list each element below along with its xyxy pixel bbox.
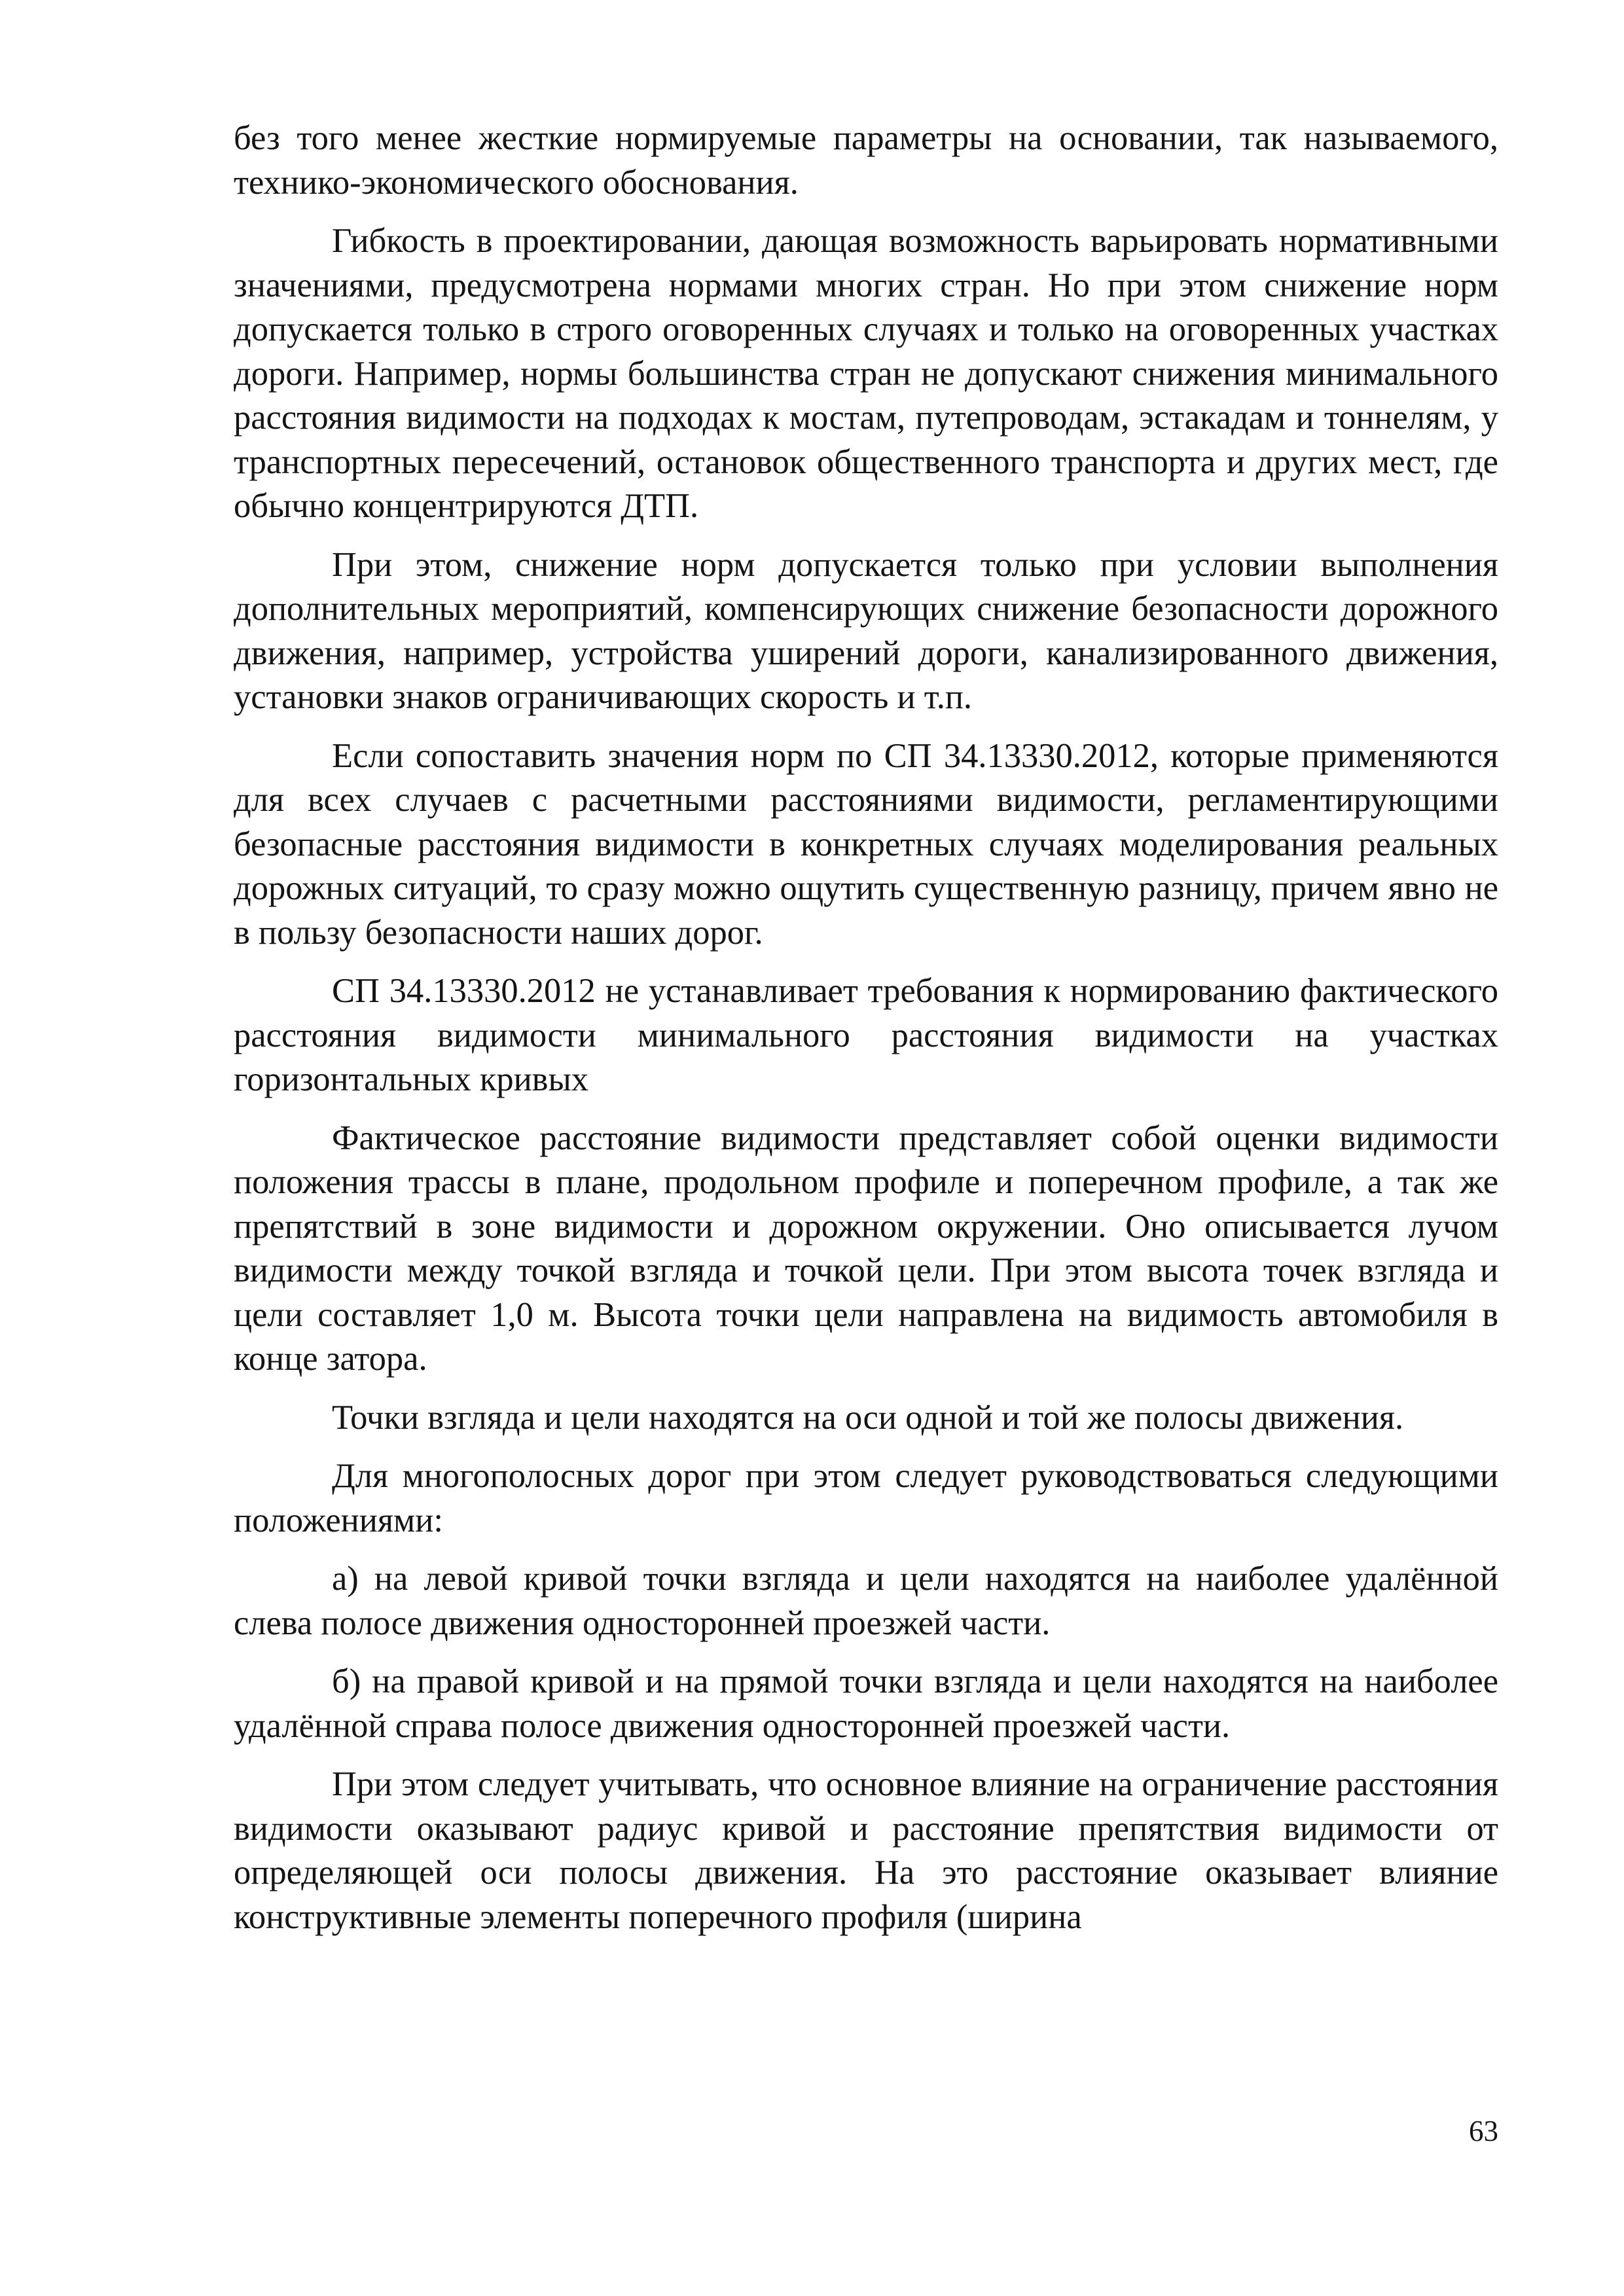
paragraph-multilane-intro: Для многополосных дорог при этом следует руководствоваться следующими положениями: <box>234 1457 1498 1539</box>
paragraph-compensating-measures: При этом, снижение норм допускается только при условии выполнения дополнительных мероприятий, компенсирующих снижение безопасности дорожного движения, например, устройства уширений дороги, канализированного движения, установки знаков ограничивающих скорость и т.п. <box>234 545 1498 716</box>
paragraph-actual-visibility: Фактическое расстояние видимости представляет собой оценки видимости положения трассы в плане, продольном профиле и поперечном профиле, а так же препятствий в зоне видимости и дорожном окружении. Оно описывается лучом видимости между точкой взгляда и точкой цели. При этом высота точек взгляда и цели составляет 1,0 м. Высота точки цели направлена на видимость автомобиля в конце затора. <box>234 1119 1498 1378</box>
paragraph-continuation: без того менее жесткие нормируемые параметры на основании, так называемого, технико-экономического обоснования. <box>234 119 1498 202</box>
list-item-left-curve: а) на левой кривой точки взгляда и цели находятся на наиболее удалённой слева полосе движения односторонней проезжей части. <box>234 1560 1498 1642</box>
paragraph-flexibility: Гибкость в проектировании, дающая возможность варьировать нормативными значениями, предусмотрена нормами многих стран. Но при этом снижение норм допускается только в строго оговоренных случаях и только на оговоренных участках дороги. Например, нормы большинства стран не допускают снижения минимального расстояния видимости на подходах к мостам, путепроводам, эстакадам и тоннелям, у транспортных пересечений, остановок общественного транспорта и других мест, где обычно концентрируются ДТП. <box>234 222 1498 525</box>
paragraph-norm-comparison: Если сопоставить значения норм по СП 34.13330.2012, которые применяются для всех случаев с расчетными расстояниями видимости, регламентирующими безопасные расстояния видимости в конкретных случаях моделирования реальных дорожных ситуаций, то сразу можно ощутить существенную разницу, причем явно не в пользу безопасности наших дорог. <box>234 736 1498 952</box>
page-number: 63 <box>1469 2115 1498 2147</box>
list-item-right-curve: б) на правой кривой и на прямой точки взгляда и цели находятся на наиболее удалённой справа полосе движения односторонней проезжей части. <box>234 1662 1498 1745</box>
paragraph-influence-factors: При этом следует учитывать, что основное влияние на ограничение расстояния видимости оказывают радиус кривой и расстояние препятствия видимости от определяющей оси полосы движения. На это расстояние оказывает влияние конструктивные элементы поперечного профиля (ширина <box>234 1765 1498 1936</box>
paragraph-sp-requirements: СП 34.13330.2012 не устанавливает требования к нормированию фактического расстояния видимости минимального расстояния видимости на участках горизонтальных кривых <box>234 972 1498 1098</box>
paragraph-sight-points: Точки взгляда и цели находятся на оси одной и той же полосы движения. <box>332 1398 1404 1437</box>
document-body <box>234 117 1498 2178</box>
